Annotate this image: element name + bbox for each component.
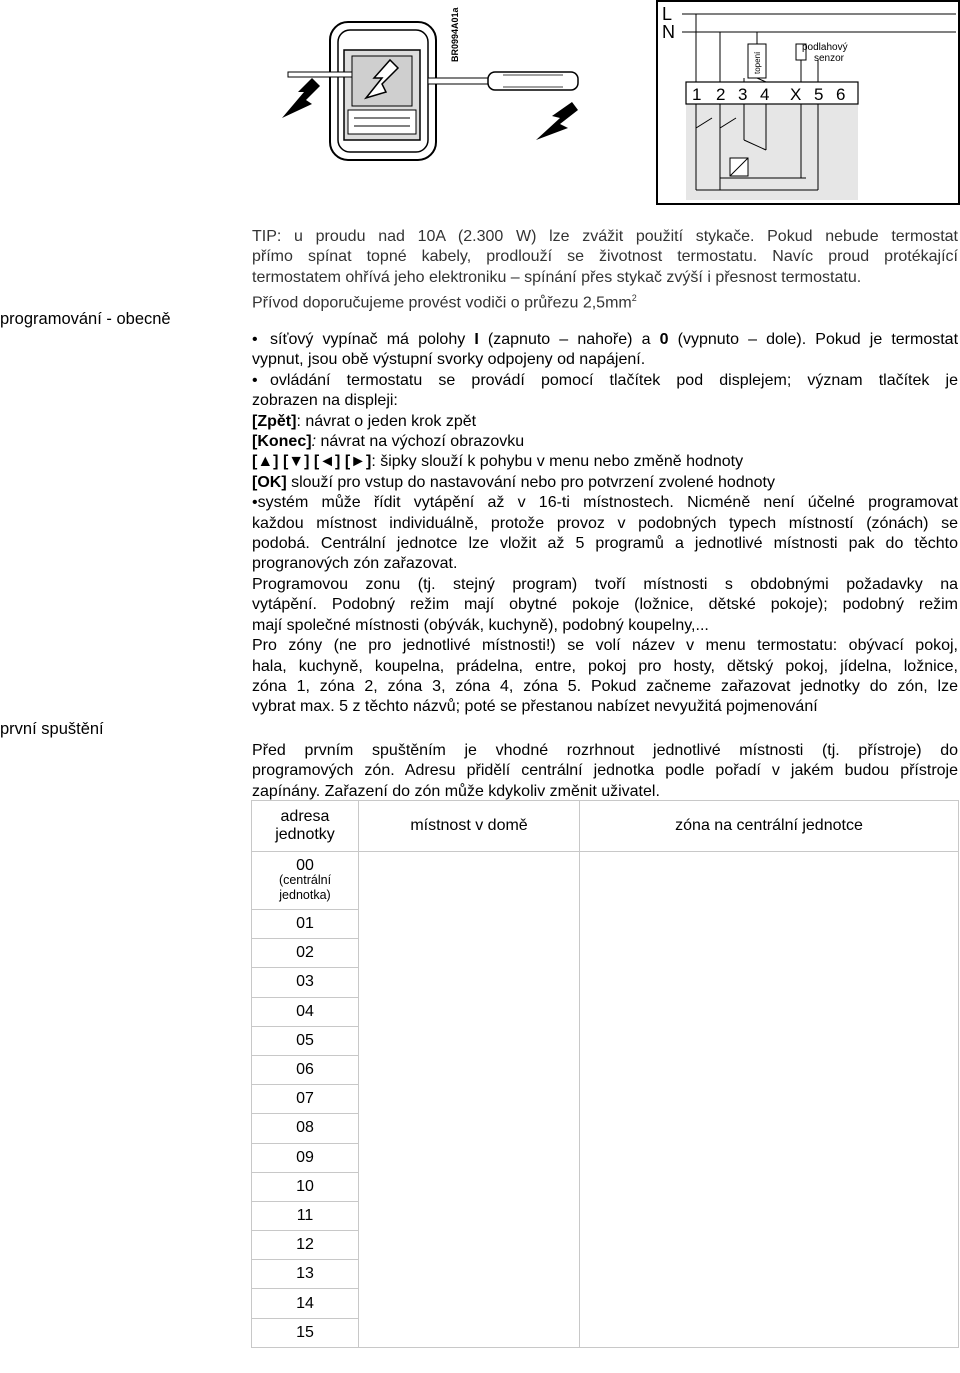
key-label: [Zpět]: [252, 412, 297, 430]
zone-column-cell[interactable]: [580, 852, 959, 1348]
line-N-label: N: [662, 22, 675, 42]
key-desc: : šipky slouží k pohybu v menu nebo změně hodnoty: [371, 453, 744, 471]
address-cell: 11: [252, 1201, 359, 1230]
first-start-line: programových zón. Adresu přidělí centrální jednotka podle pořadí v jakém budou přístroje: [252, 762, 958, 780]
address-cell: 01: [252, 910, 359, 939]
address-cell: 04: [252, 997, 359, 1026]
table-row: [252, 852, 959, 910]
line-L-label: L: [662, 4, 673, 24]
names-line: hala, kuchyně, koupelna, prádelna, entre, pokoj pro hosty, dětský pokoj, jídelna, ložnice,: [252, 657, 958, 675]
address-cell: 12: [252, 1231, 359, 1260]
header-zone: zóna na centrální jednotce: [580, 801, 959, 852]
address-cell: 14: [252, 1289, 359, 1318]
address-cell: 08: [252, 1114, 359, 1143]
control-bullet: [252, 371, 958, 391]
ok-key-row: [252, 473, 958, 493]
address-text: 00: [296, 857, 314, 874]
text: (vypnuto – dole). Pokud je termostat: [668, 331, 959, 348]
text: systém může řídit vytápění až v 16-ti místnostech. Nicméně není účelné programovat: [257, 494, 958, 512]
tip-line: termostatem ohřívá jeho elektroniku – spínání přes stykač zvýší i přesnost termostatu.: [252, 268, 862, 286]
header-address: [252, 801, 359, 852]
terminal-X: X: [790, 85, 802, 104]
address-cell: 09: [252, 1143, 359, 1172]
terminal-6: 6: [836, 85, 846, 104]
header-text: jednotky: [275, 826, 335, 843]
terminal-3: 3: [738, 85, 748, 104]
key-label: [Konec]: [252, 433, 312, 451]
address-cell: 03: [252, 968, 359, 997]
names-line: Pro zóny (ne pro jednotlivé místnosti!) se volí název v menu termostatu: obývací pokoj,: [252, 637, 958, 655]
text: (zapnuto – nahoře) a: [478, 331, 660, 348]
address-cell: 06: [252, 1055, 359, 1084]
terminal-5: 5: [814, 85, 824, 104]
first-start-paragraph: [252, 741, 958, 802]
header-room: místnost v domě: [359, 801, 580, 852]
control-line2: zobrazen na displeji:: [252, 392, 398, 410]
sensor-label-1: podlahový: [802, 42, 848, 53]
rooms-bullet: [252, 493, 958, 513]
superscript: 2: [631, 293, 637, 304]
address-cell: [252, 852, 359, 910]
sensor-label-2: senzor: [814, 53, 845, 64]
bullet-icon: •: [252, 494, 258, 512]
device-label: BR0994A01a: [450, 7, 460, 62]
sidebar-label-programming: programování - obecně: [0, 310, 171, 328]
names-line: vybrat max. 5 z těchto názvů; poté se přestanou nabízet nevyužitá pojmenování: [252, 698, 818, 716]
terminal-2: 2: [716, 85, 726, 104]
key-desc: slouží pro vstup do nastavování nebo pro potvrzení zvolené hodnoty: [286, 473, 775, 491]
zone-line: Programovou zonu (tj. stejný program) tvoří místnosti s obdobnými požadavky na: [252, 575, 958, 593]
text: síťový vypínač má polohy: [270, 331, 475, 348]
first-start-line: zapínány. Zařazení do zón může kdykoliv změnit uživatel.: [252, 782, 660, 800]
text: ovládání termostatu se provádí pomocí tlačítek pod displejem; význam tlačítek je: [270, 371, 958, 389]
terminal-1: 1: [692, 85, 702, 104]
address-cell: 10: [252, 1172, 359, 1201]
wiring-diagram: [656, 0, 960, 205]
key-desc: : návrat o jeden krok zpět: [296, 412, 477, 430]
thermostat-removal-illustration: [278, 0, 588, 165]
tip-line-text: Přívod doporučujeme provést vodiči o průřezu 2,5mm: [252, 294, 632, 312]
arrows-key-row: [252, 452, 958, 472]
key-colon: :: [311, 433, 317, 451]
rooms-line: každou místnost individuálně, protože provoz v podobných typech místností (zónách) se: [252, 514, 958, 532]
table-body: [252, 852, 959, 1348]
key-label: [▲] [▼] [◄] [►]: [252, 453, 372, 471]
address-cell: 07: [252, 1085, 359, 1114]
heater-label: topení: [753, 51, 762, 74]
switch-line2: vypnut, jsou obě výstupní svorky odpojeny od napájení.: [252, 351, 646, 369]
sidebar-label-first-start: první spuštění: [0, 720, 104, 738]
text-bold: I: [474, 331, 479, 348]
address-cell: 13: [252, 1260, 359, 1289]
address-sub: (centrální: [278, 873, 332, 887]
text-bold: 0: [659, 331, 669, 348]
tip-line: [252, 288, 958, 314]
zone-line: mají společné místnosti (obývák, kuchyně), podobný koupelny,...: [252, 616, 709, 634]
key-desc: návrat na výchozí obrazovku: [316, 433, 525, 451]
header-text: adresa: [280, 808, 330, 825]
terminal-4: 4: [760, 85, 770, 104]
address-cell: 02: [252, 939, 359, 968]
first-start-line: Před prvním spuštěním je vhodné rozrhnout jednotlivé místnosti (tj. přístroje) do: [252, 742, 958, 759]
bullet-icon: •: [252, 371, 258, 389]
rooms-line: progranových zón zařazovat.: [252, 555, 458, 573]
back-key-row: [252, 412, 958, 432]
names-line: zóna 1, zóna 2, zóna 3, zóna 4, zóna 5. Pokud začneme zařazovat jednotky do zón, lze: [252, 677, 958, 695]
address-sub: jednotka): [279, 888, 331, 902]
tip-line: TIP: u proudu nad 10A (2.300 W) lze zvážit použití stykače. Pokud nebude termostat: [252, 228, 958, 245]
room-zone-table: [251, 800, 959, 1348]
switch-bullet: [252, 330, 958, 350]
address-cell: 05: [252, 1026, 359, 1055]
address-cell: 15: [252, 1318, 359, 1347]
rooms-line: podobá. Centrální jednotce lze vložit až 5 programů a jednotlivé místnosti pak do těchto: [252, 535, 958, 553]
end-key-row: [252, 432, 958, 452]
room-column-cell[interactable]: [359, 852, 580, 1348]
tip-paragraph: [252, 227, 958, 314]
bullet-icon: •: [252, 331, 258, 348]
tip-line: přímo spínat topné kabely, prodlouží se životnost termostatu. Navíc proud protékající: [252, 248, 958, 266]
programming-section: [252, 330, 958, 718]
zone-line: vytápění. Podobný režim mají obytné pokoje (ložnice, dětské pokoje); podobný režim: [252, 596, 958, 614]
key-label: [OK]: [252, 473, 287, 491]
